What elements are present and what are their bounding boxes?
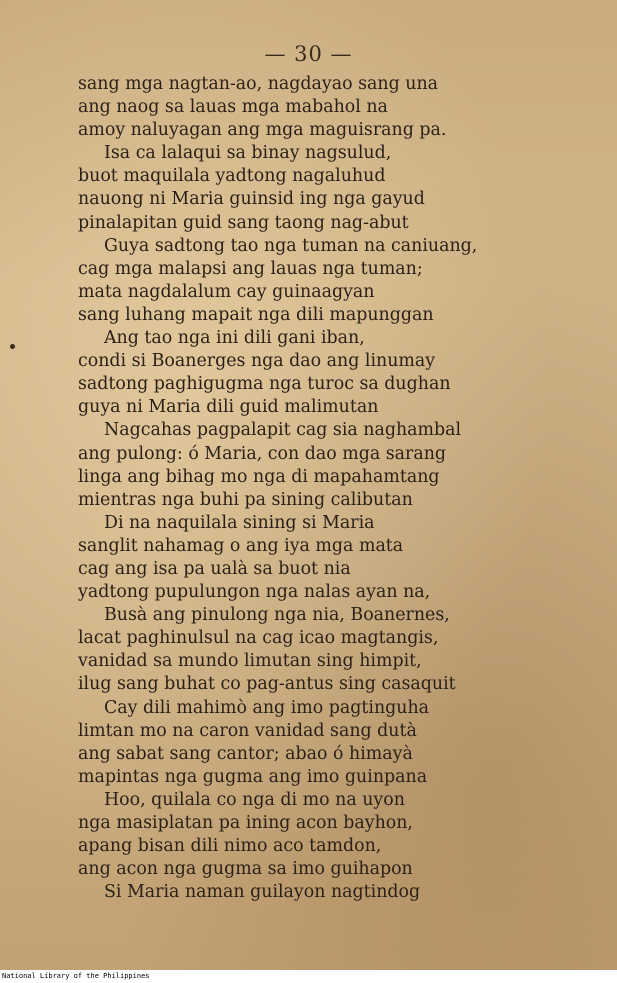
text-line: yadtong pupulungon nga nalas ayan na,	[78, 582, 431, 603]
ink-speck	[10, 344, 15, 349]
text-line: sanglit nahamag o ang iya mga mata	[78, 535, 404, 556]
text-line: Nagcahas pagpalapit cag sia naghambal	[104, 420, 462, 441]
text-line: ang acon nga gugma sa imo guihapon	[78, 859, 413, 880]
page-number: — 30 —	[264, 42, 353, 66]
text-line: buot maquilala yadtong nagaluhud	[78, 166, 386, 187]
text-line: ang pulong: ó Maria, con dao mga sarang	[78, 443, 447, 464]
text-line: nga masiplatan pa ining acon bayhon,	[78, 813, 413, 833]
text-line: Hoo, quilala co nga di mo na uyon	[104, 789, 405, 810]
text-line: Guya sadtong tao nga tuman na caniuang,	[104, 235, 478, 256]
text-line: Di na naquilala sining si Maria	[104, 512, 375, 533]
text-line: sang luhang mapait nga dili mapunggan	[78, 304, 434, 325]
text-line: cag ang isa pa ualà sa buot nia	[78, 558, 351, 579]
text-line: vanidad sa mundo limutan sing himpit,	[78, 651, 422, 672]
text-line: sadtong paghigugma nga turoc sa dughan	[78, 374, 451, 395]
text-line: Cay dili mahimò ang imo pagtinguha	[104, 697, 430, 718]
text-line: mata nagdalalum cay guinaagyan	[78, 281, 375, 302]
text-line: nauong ni Maria guinsid ing nga gayud	[78, 189, 425, 210]
text-line: amoy naluyagan ang mga maguisrang pa.	[78, 120, 447, 141]
text-line: Ang tao nga ini dili gani iban,	[104, 328, 365, 349]
text-line: ilug sang buhat co pag-antus sing casaquit	[78, 674, 456, 695]
text-line: mapintas nga gugma ang imo guinpana	[78, 766, 428, 787]
library-watermark: National Library of the Philippines	[0, 970, 617, 983]
text-line: sang mga nagtan-ao, nagdayao sang una	[78, 74, 439, 94]
text-line: condi si Boanerges nga dao ang linumay	[78, 351, 436, 372]
text-line: Si Maria naman guilayon nagtindog	[104, 882, 421, 903]
text-line: guya ni Maria dili guid malimutan	[78, 397, 379, 418]
text-line: ang naog sa lauas mga mabahol na	[78, 97, 388, 118]
text-line: ang sabat sang cantor; abao ó himayà	[78, 743, 413, 764]
text-line: lacat paghinulsul na cag icao magtangis,	[78, 628, 439, 649]
text-line: linga ang bihag mo nga di mapahamtang	[78, 466, 440, 487]
text-line: pinalapitan guid sang taong nag-abut	[78, 212, 409, 233]
text-line: apang bisan dili nimo aco tamdon,	[78, 836, 382, 857]
text-line: Busà ang pinulong nga nia, Boanernes,	[104, 605, 450, 626]
text-line: mientras nga buhi pa sining calibutan	[78, 489, 413, 510]
text-line: limtan mo na caron vanidad sang dutà	[78, 720, 417, 741]
text-line: Isa ca lalaqui sa binay nagsulud,	[104, 143, 392, 164]
poem-text	[78, 73, 598, 904]
text-line: cag mga malapsi ang lauas nga tuman;	[78, 258, 423, 279]
